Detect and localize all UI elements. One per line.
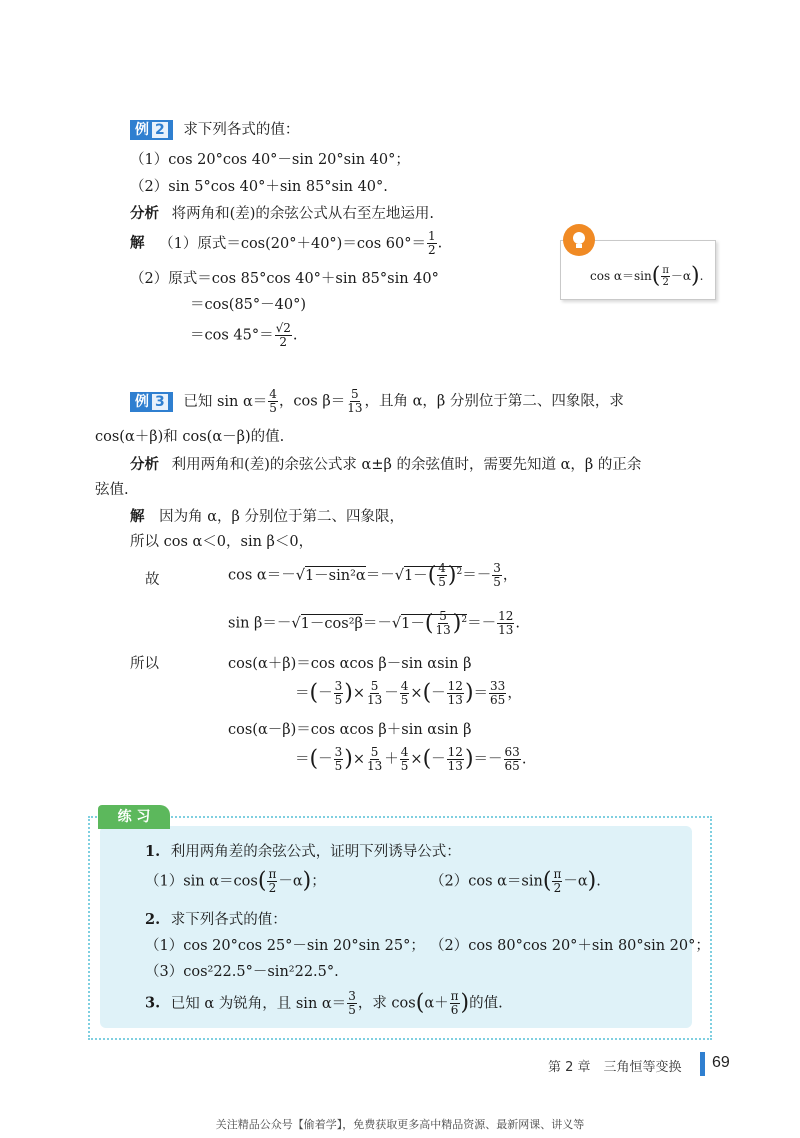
example-prompt: 求下列各式的值： (183, 122, 300, 138)
lightbulb-icon (563, 224, 595, 256)
practice-tab: 练 习 (98, 805, 170, 829)
bottom-note: 关注精品公众号【偷着学】，免费获取更多高中精品资源、最新网课、讲义等 (215, 1118, 585, 1131)
gu-label: 故 (145, 572, 160, 588)
example-item: （2）sin 5°cos 40°＋sin 85°sin 40°. (130, 179, 388, 195)
footer-accent-bar (700, 1052, 705, 1076)
suoyi-label: 所以 (130, 656, 159, 672)
solution-label: 解 (130, 234, 145, 252)
analysis: 分析 利用两角和(差)的余弦公式求 α±β 的余弦值时，需要先知道 α，β 的正余 (130, 456, 642, 473)
practice-q2: 2. 求下列各式的值： (145, 911, 287, 928)
practice-q2-a: （1）cos 20°cos 25°－sin 20°sin 25°； (145, 938, 425, 954)
solution-line2: 所以 cos α＜0，sin β＜0， (130, 534, 314, 550)
analysis (130, 202, 434, 223)
analysis-label: 分析 (130, 205, 159, 222)
example-tag: 例 3 (130, 392, 173, 412)
analysis-line2: 弦值. (95, 482, 129, 498)
practice-q1: 1. 利用两角差的余弦公式，证明下列诱导公式： (145, 843, 461, 860)
page-number: 69 (712, 1054, 730, 1071)
sin-beta-calc: sin β＝－√1－cos²β＝－√1－( $\frac{5}{13}$ )$^2$＝－ $\frac{12}{13}$ . (228, 609, 520, 637)
solution-2-line1: （2）原式＝cos 85°cos 40°＋sin 85°sin 40° (130, 271, 439, 287)
example-3-heading: 例 3 已知 sin α＝ $\frac{4}{5}$ ，cos β＝ $\frac{5}{13}$ ，且角 α，β 分别位于第二、四象限，求 (130, 388, 624, 415)
example-item: （1）cos 20°cos 40°－sin 20°sin 40°； (130, 152, 410, 168)
practice-q3: 3. 已知 α 为锐角，且 sin α＝ $\frac{3}{5}$ ，求 cos(α＋ $\frac{\pi}{6}$ )的值. (145, 989, 503, 1017)
analysis-text: 将两角和(差)的余弦公式从右至左地运用. (171, 206, 435, 222)
example-2-heading (130, 118, 299, 140)
fraction: $\frac{√2}{2}$ (275, 321, 291, 349)
solution-text: （1）原式＝cos(20°＋40°)＝cos 60°＝ (159, 235, 426, 252)
fraction: $\frac{1}{2}$ (427, 229, 436, 257)
practice-q2-c: （3）cos²22.5°－sin²22.5°. (145, 964, 339, 980)
tip-formula: cos α＝sin( $\frac{\pi}{2}$ －α). (590, 263, 704, 289)
chapter-title: 第 2 章 三角恒等变换 (548, 1060, 682, 1075)
practice-q1-b: （2）cos α＝sin( $\frac{\pi}{2}$ －α). (430, 867, 601, 895)
sum-formula: cos(α＋β)＝cos αcos β－sin αsin β (228, 656, 472, 672)
solution-2-line2: ＝cos(85°－40°) (190, 297, 307, 313)
cos-alpha-calc: cos α＝－√1－sin²α＝－√1－( $\frac{4}{5}$ )$^2$＝－ $\frac{3}{5}$ ， (228, 561, 518, 589)
sum-calc: ＝(－ $\frac{3}{5}$ )× $\frac{5}{13}$ － $\frac{4}{5}$ ×(－ $\frac{12}{13}$ )＝ $\frac{33}{65}$ ， (295, 679, 522, 707)
solution-1: 解 （1）原式＝cos(20°＋40°)＝cos 60°＝ $\frac{1}{2}$ . (130, 229, 443, 257)
solution-2-line3: ＝cos 45°＝ $\frac{√2}{2}$ . (190, 321, 298, 349)
practice-q1-a: （1）sin α＝cos( $\frac{\pi}{2}$ －α)； (145, 867, 326, 895)
diff-calc: ＝(－ $\frac{3}{5}$ )× $\frac{5}{13}$ ＋ $\frac{4}{5}$ ×(－ $\frac{12}{13}$ )＝－ $\frac{63}{65}$ . (295, 745, 527, 773)
practice-q2-b: （2）cos 80°cos 20°＋sin 80°sin 20°； (430, 938, 710, 954)
solution: 解 因为角 α，β 分别位于第二、四象限， (130, 508, 405, 525)
diff-formula: cos(α－β)＝cos αcos β＋sin αsin β (228, 722, 472, 738)
example-3-line2: cos(α＋β)和 cos(α－β)的值. (95, 429, 285, 445)
example-tag: 例 2 (130, 120, 173, 140)
